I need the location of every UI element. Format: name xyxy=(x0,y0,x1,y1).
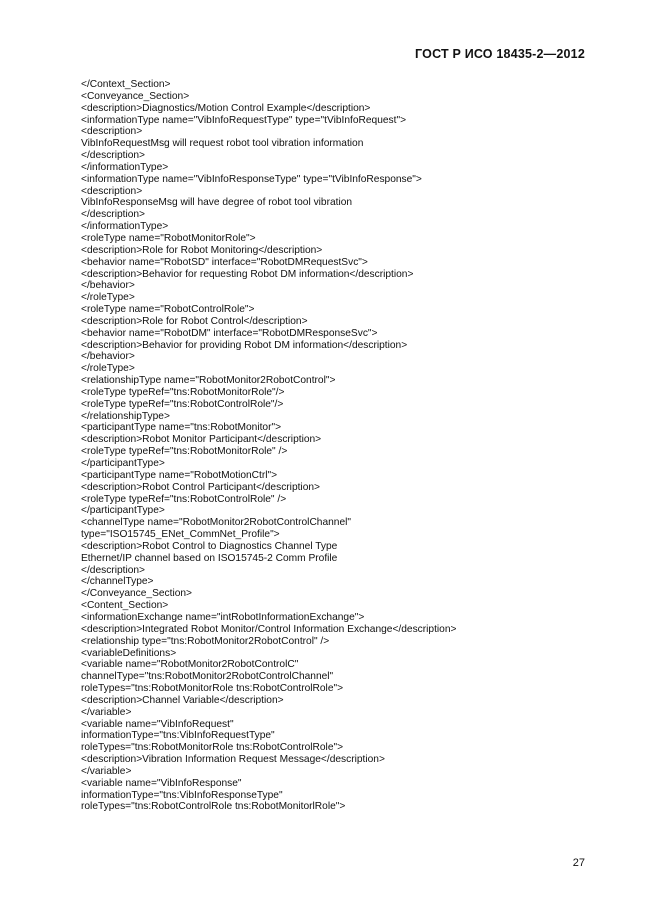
code-line: <roleType typeRef="tns:RobotMonitorRole" /> xyxy=(81,446,288,458)
code-line: <variable name="VibInfoResponse" xyxy=(81,777,242,789)
code-line: <roleType typeRef="tns:RobotMonitorRole"/> xyxy=(81,386,285,398)
code-line: <description>Vibration Information Request Message</description> xyxy=(81,754,385,766)
code-line: </description> xyxy=(81,150,145,162)
xml-code-listing xyxy=(81,79,581,813)
code-line: </participantType> xyxy=(81,458,165,469)
code-line: Ethernet/IP channel based on ISO15745-2 Comm Profile xyxy=(81,552,338,564)
code-line: </informationType> xyxy=(81,161,169,173)
code-line: </variable> xyxy=(81,765,132,777)
code-line: channelType="tns:RobotMonitor2RobotControlChannel" xyxy=(81,671,334,683)
code-line: <description>Channel Variable</description> xyxy=(81,694,284,706)
code-line: </variable> xyxy=(81,706,132,718)
code-line: <variable name="VibInfoRequest" xyxy=(81,718,234,730)
code-line: <behavior name="RobotSD" interface="RobotDMRequestSvc"> xyxy=(81,256,368,268)
code-line: <Content_Section> xyxy=(81,600,169,612)
code-line: <roleType typeRef="tns:RobotControlRole" /> xyxy=(81,493,287,505)
code-line: </Conveyance_Section> xyxy=(81,588,193,600)
code-line: <description> xyxy=(81,185,143,197)
code-line: <relationshipType name="RobotMonitor2RobotControl"> xyxy=(81,375,336,387)
code-line: <informationExchange name="intRobotInformationExchange"> xyxy=(81,611,365,623)
code-line: <description>Robot Control Participant</description> xyxy=(81,481,320,493)
code-line: roleTypes="tns:RobotMonitorRole tns:RobotControlRole"> xyxy=(81,683,344,695)
code-line: <participantType name="RobotMotionCtrl"> xyxy=(81,469,278,481)
code-line: <roleType name="RobotControlRole"> xyxy=(81,304,255,316)
code-line: </participantType> xyxy=(81,505,165,517)
code-line: roleTypes="tns:RobotMonitorRole tns:RobotControlRole"> xyxy=(81,742,344,754)
code-line: <description>Diagnostics/Motion Control Example</description> xyxy=(81,102,371,114)
code-line: <description> xyxy=(81,126,143,138)
code-line: </informationType> xyxy=(81,221,169,233)
code-line: <variable name="RobotMonitor2RobotControlC" xyxy=(81,659,299,671)
code-line: <roleType typeRef="tns:RobotControlRole"/> xyxy=(81,398,284,410)
code-line: </channelType> xyxy=(81,576,154,588)
code-line: type="ISO15745_ENet_CommNet_Profile"> xyxy=(81,529,280,541)
code-line: </description> xyxy=(81,209,145,221)
code-line: <description>Role for Robot Monitoring</description> xyxy=(81,244,323,256)
code-line: <description>Robot Monitor Participant</description> xyxy=(81,434,322,446)
code-line: </relationshipType> xyxy=(81,410,170,422)
code-line: </Context_Section> xyxy=(81,79,171,90)
code-line: informationType="tns:VibInfoResponseType" xyxy=(81,789,283,801)
code-line: VibInfoRequestMsg will request robot tool vibration information xyxy=(81,138,364,150)
code-line: <description>Robot Control to Diagnostics Channel Type xyxy=(81,540,338,552)
code-line: <relationship type="tns:RobotMonitor2RobotControl" /> xyxy=(81,635,330,647)
code-line: <Conveyance_Section> xyxy=(81,90,190,102)
code-line: <roleType name="RobotMonitorRole"> xyxy=(81,232,256,244)
code-line: <behavior name="RobotDM" interface="RobotDMResponseSvc"> xyxy=(81,327,378,339)
code-line: VibInfoResponseMsg will have degree of robot tool vibration xyxy=(81,197,353,209)
code-line: roleTypes="tns:RobotControlRole tns:RobotMonitorlRole"> xyxy=(81,801,346,813)
code-line: </behavior> xyxy=(81,280,135,292)
code-line: <description>Integrated Robot Monitor/Control Information Exchange</description> xyxy=(81,623,457,635)
page-number: 27 xyxy=(572,857,585,869)
code-line: </behavior> xyxy=(81,351,135,363)
code-line: <informationType name="VibInfoRequestType" type="tVibInfoRequest"> xyxy=(81,114,407,126)
code-line: </roleType> xyxy=(81,363,135,375)
code-line: <description>Behavior for requesting Robot DM information</description> xyxy=(81,268,414,280)
code-line: </roleType> xyxy=(81,292,135,304)
code-line: <variableDefinitions> xyxy=(81,647,177,659)
standard-header: ГОСТ Р ИСО 18435-2—2012 xyxy=(415,47,585,61)
code-line: <description>Role for Robot Control</description> xyxy=(81,315,308,327)
code-line: informationType="tns:VibInfoRequestType" xyxy=(81,730,275,742)
code-line: <informationType name="VibInfoResponseType" type="tVibInfoResponse"> xyxy=(81,173,422,185)
code-line: <description>Behavior for providing Robot DM information</description> xyxy=(81,339,408,351)
code-line: <participantType name="tns:RobotMonitor"> xyxy=(81,422,282,434)
code-line: <channelType name="RobotMonitor2RobotControlChannel" xyxy=(81,517,352,529)
code-line: </description> xyxy=(81,564,145,576)
